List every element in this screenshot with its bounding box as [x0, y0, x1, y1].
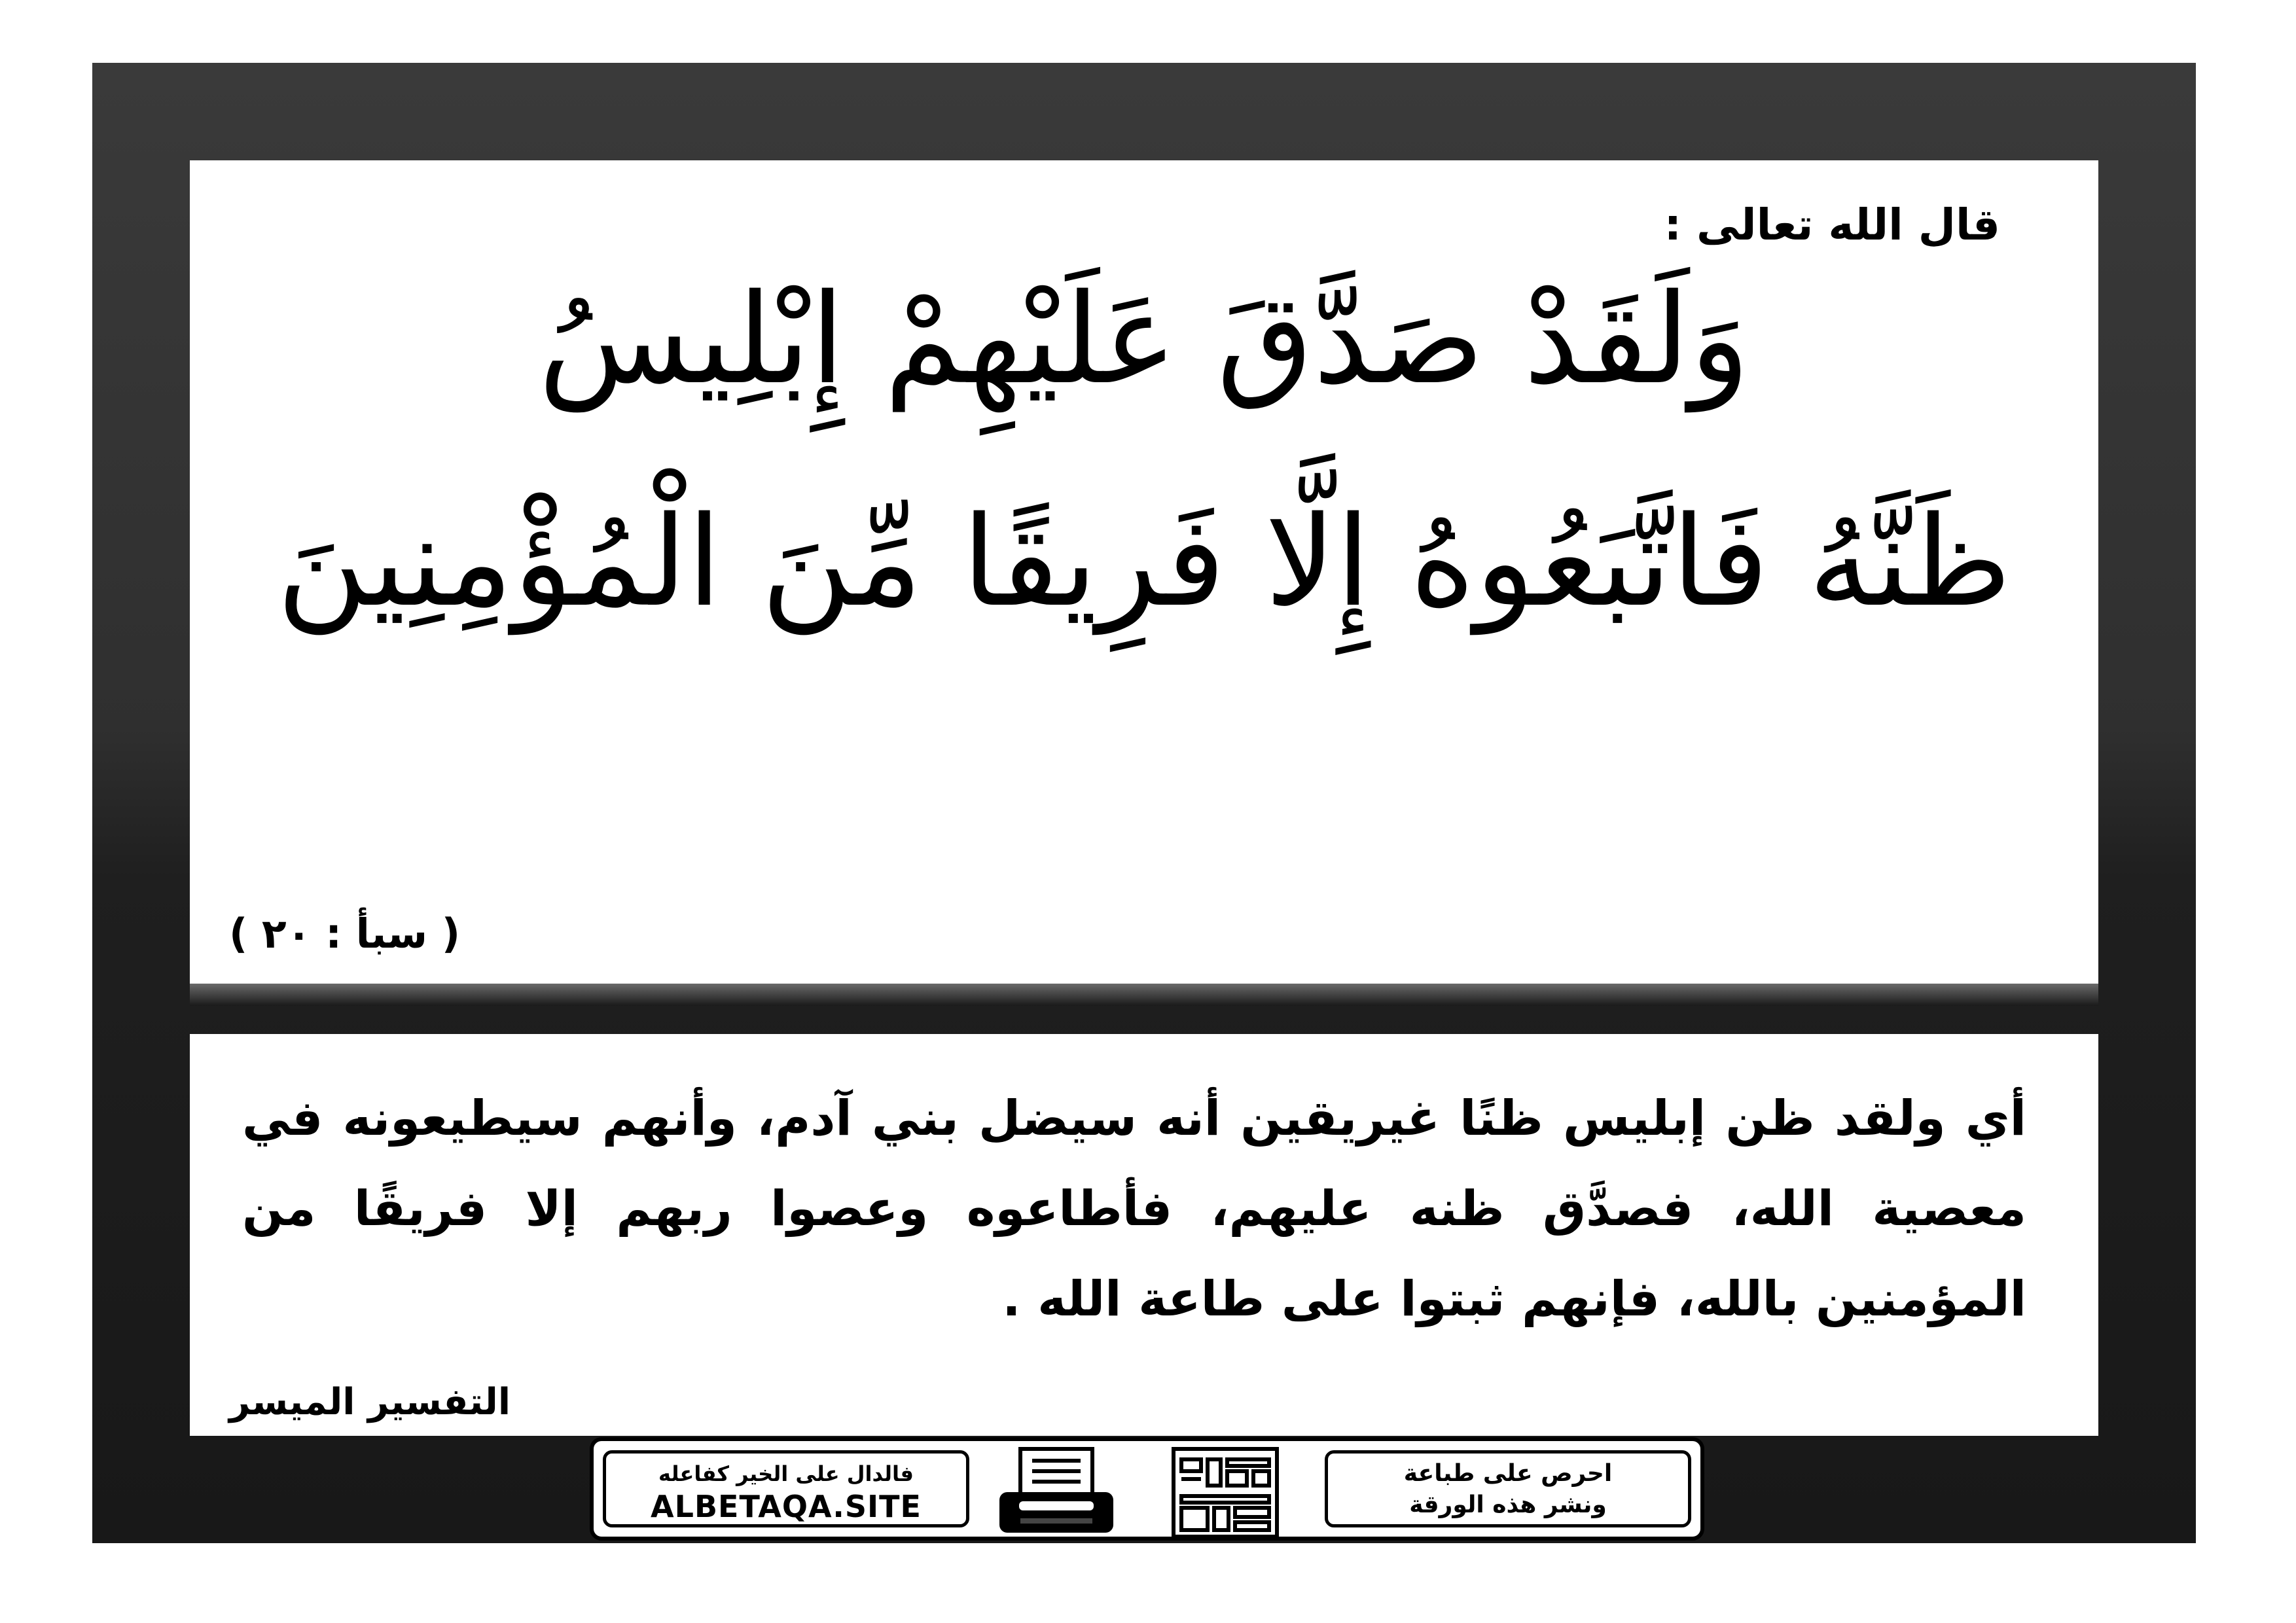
cta-line-2: ونشر هذه الورقة [1409, 1491, 1607, 1518]
footer-banner [590, 1437, 1704, 1541]
verse-line-1: وَلَقَدْ صَدَّقَ عَلَيْهِمْ إِبْلِيسُ [538, 267, 1750, 412]
cta-box [1325, 1450, 1691, 1527]
verse-line-2: ظَنَّهُ فَاتَّبَعُوهُ إِلَّا فَرِيقًا مِّنَ الْمُؤْمِنِينَ [276, 490, 2012, 634]
logo-mark [1170, 1445, 1281, 1541]
tafsir-text: أي ولقد ظن إبليس ظنًا غيريقين أنه سيضل بني آدم، وأنهم سيطيعونه في معصية الله، فصدَّق ظنه عليهم، فأطاعوه وعصوا ربهم إلا فريقًا من المؤمنين بالله، فإنهم ثبتوا على طاعة الله . [242, 1090, 2026, 1327]
verse-panel [190, 160, 2098, 984]
verse-reference: ( سبأ : ٢٠ ) [229, 910, 461, 957]
panel-divider [190, 984, 2098, 1006]
printer-icon [994, 1446, 1119, 1538]
site-link[interactable]: ALBETAQA.SITE [651, 1489, 922, 1524]
verse-intro: قال الله تعالى : [1664, 200, 2000, 250]
site-box [603, 1450, 969, 1527]
tafsir-source: التفسير الميسر [229, 1381, 511, 1423]
cta-line-1: احرص على طباعة [1403, 1460, 1613, 1487]
tafsir-panel [190, 1034, 2098, 1436]
slogan-text: فالدال على الخير كفاعله [658, 1461, 914, 1486]
